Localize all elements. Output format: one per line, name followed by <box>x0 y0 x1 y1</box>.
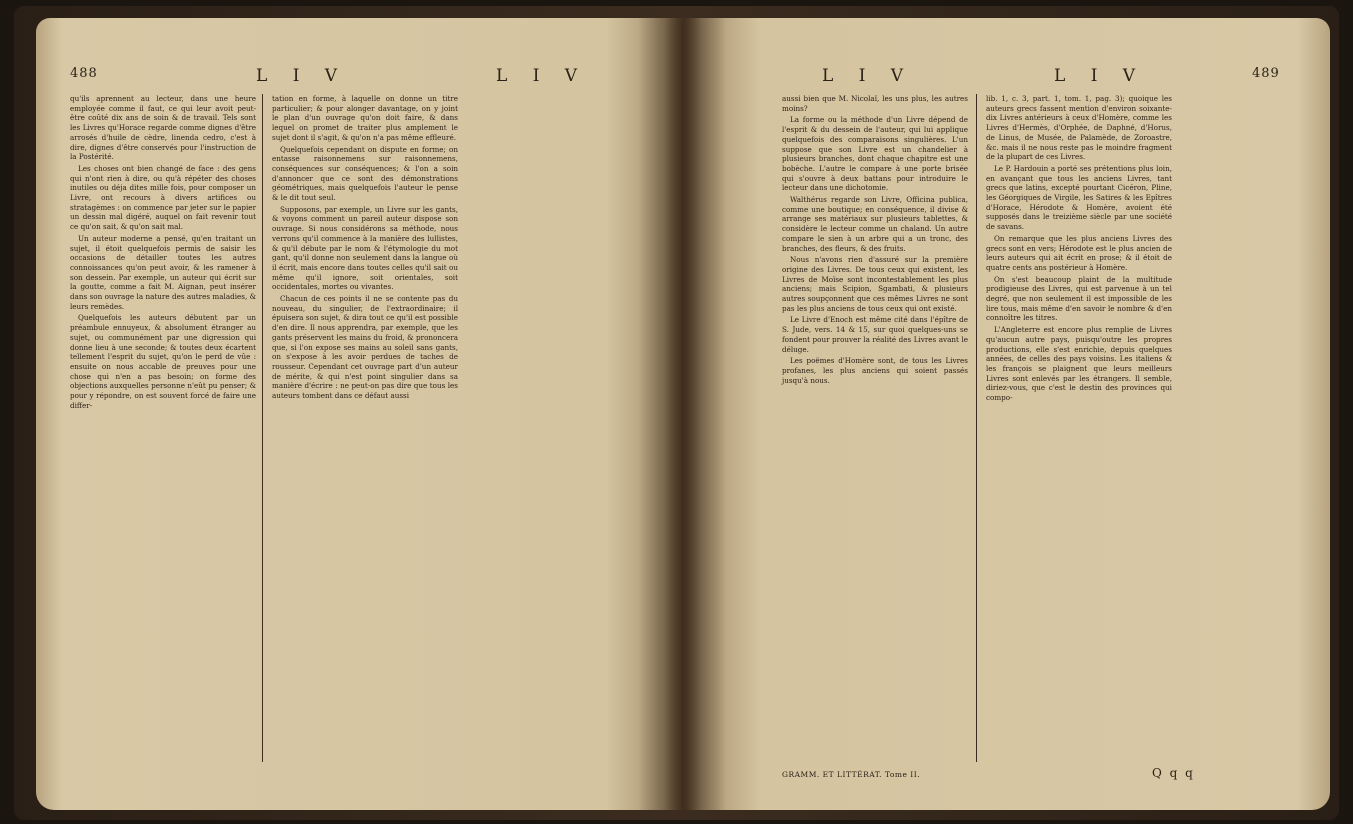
paragraph: Le Livre d'Enoch est même cité dans l'épître de S. Jude, vers. 14 & 15, sur quoi quelques-uns se fondent pour prouver la réalité des Livres avant le déluge. <box>782 315 968 354</box>
page-number: 489 <box>1252 66 1280 81</box>
paragraph: qu'ils aprennent au lecteur, dans une heure employée comme il faut, ce qui leur avoit peut-être coûté dix ans de soin & de travail. Tels sont les Livres qu'Horace regarde comme dignes d'être arrosés d'huile de cèdre, linenda cedro, c'est à dire, dignes d'être conservés pour l'instruction de la Postérité. <box>70 94 256 162</box>
column-rule <box>976 94 977 762</box>
paragraph: Quelquefois les auteurs débutent par un préambule ennuyeux, & absolument étranger au sujet, ou communément par une digression qui donne lieu à une seconde; & toutes deux écartent tellement l'esprit du sujet, qu'on le perd de vûe : ensuite on nous accable de preuves pour une chose qui n'en a pas besoin; on forme des objections auxquelles personne n'eût pu penser; & pour y répondre, on est souvent forcé de faire une differ- <box>70 313 256 410</box>
paragraph: La forme ou la méthode d'un Livre dépend de l'esprit & du dessein de l'auteur, qui lui applique quelquefois des comparaisons singulières. L'un suppose que son Livre est un chandelier à plusieurs branches, dont chaque chapitre est une bobèche. L'autre le compare à une porte brisée qui s'ouvre à deux battans pour introduire le lecteur dans une dichotomie. <box>782 115 968 193</box>
paragraph: Quelquefois cependant on dispute en forme; on entasse raisonnemens sur raisonnemens, conséquences sur conséquences; & l'on a soin d'annoncer que ce sont des démonstrations géométriques, mais quelquefois l'auteur le pense & le dit tout seul. <box>272 144 458 203</box>
text-column-2 <box>986 94 1172 405</box>
text-column-1 <box>70 94 256 413</box>
paragraph: Supposons, par exemple, un Livre sur les gants, & voyons comment un pareil auteur dispose son ouvrage. Si nous considérons sa méthode, nous verrons qu'il commence à la manière des lullistes, & qu'il débute par le nom & l'étymologie du mot gant, qu'il donne non seulement dans la langue où il écrit, mais encore dans toutes celles qu'il sait ou même qu'il ignore, soit orientales, soit occidentales, mortes ou vivantes. <box>272 204 458 292</box>
headword: L I V <box>822 66 914 86</box>
page-footer: GRAMM. ET LITTÉRAT. Tome II. <box>782 770 921 779</box>
left-page <box>36 18 684 810</box>
paragraph: aussi bien que M. Nicolaï, les uns plus, les autres moins? <box>782 94 968 113</box>
paragraph: tation en forme, à laquelle on donne un titre particulier; & pour alonger davantage, on y joint le plan d'un ouvrage qu'on doit faire, & dans lequel on promet de traiter plus amplement le sujet dont il s'agit, & qu'on n'a pas même effleuré. <box>272 94 458 142</box>
running-head-right <box>682 66 1330 92</box>
paragraph: L'Angleterre est encore plus remplie de Livres qu'aucun autre pays, puisqu'outre les propres productions, elle s'est enrichie, depuis quelques années, de celles des pays voisins. Les italiens & les françois se plaignent que leurs meilleurs Livres sont enlevés par les étrangers. Il semble, diriez-vous, que c'est le destin des provinces qui compo- <box>986 325 1172 403</box>
headword: L I V <box>1054 66 1146 86</box>
paragraph: On s'est beaucoup plaint de la multitude prodigieuse des Livres, qui est parvenue à un tel degré, que non seulement il est impossible de les lire tous, mais même d'en savoir le nombre & d'en connoître les titres. <box>986 274 1172 323</box>
paragraph: lib. 1, c. 3, part. 1, tom. 1, pag. 3); quoique les auteurs grecs fassent mention d'environ soixante-dix Livres antérieurs à ceux d'Homère, comme les Livres d'Hermès, d'Orphée, de Daphné, d'Horus, de Linus, de Musée, de Palamède, de Zoroastre, &c. mais il ne nous reste pas le moindre fragment de la plupart de ces Livres. <box>986 94 1172 162</box>
paragraph: Le P. Hardouin a porté ses prétentions plus loin, en avançant que tous les anciens Livres, tant grecs que latins, excepté pourtant Cicéron, Pline, les Géorgiques de Virgile, les Satires & les Epîtres d'Horace, Hérodote & Homère, avoient été supposés dans le treizième siècle par une société de savans. <box>986 163 1172 232</box>
paragraph: Les choses ont bien changé de face : des gens qui n'ont rien à dire, ou qu'à répéter des choses inutiles ou déja dites mille fois, pour composer un Livre, ont recours à divers artifices ou stratagèmes : on commence par jeter sur le papier un dessin mal digéré, auquel on fait revenir tout ce qu'on sait, & qu'on sait mal. <box>70 163 256 232</box>
open-book <box>14 6 1339 820</box>
headword: L I V <box>256 66 348 86</box>
paragraph: Chacun de ces points il ne se contente pas du nouveau, du singulier, de l'extraordinaire; il épuisera son sujet, & dira tout ce qu'il est possible d'en dire. Il nous apprendra, par exemple, que les gants préservent les mains du froid, & prononcera que, si l'on expose ses mains au soleil sans gants, on s'expose à les avoir perdues de taches de rousseur. Cependant cet ouvrage part d'un auteur de mérite, & qui n'est point singulier dans sa manière d'écrire : ne peut-on pas dire que tous les auteurs tombent dans ce défaut aussi <box>272 294 458 401</box>
headword: L I V <box>496 66 588 86</box>
paragraph: On remarque que les plus anciens Livres des grecs sont en vers; Hérodote est le plus ancien de leurs auteurs qui ait écrit en prose; & il étoit de quatre cents ans postérieur à Homère. <box>986 233 1172 272</box>
text-column-1 <box>782 94 968 387</box>
column-rule <box>262 94 263 762</box>
signature-mark: Q q q <box>1152 766 1195 780</box>
page-number: 488 <box>70 66 98 81</box>
running-head-left <box>36 66 684 92</box>
paragraph: Un auteur moderne a pensé, qu'en traitant un sujet, il étoit quelquefois permis de saisir les occasions de détailler toutes les autres connoissances qu'on peut avoir, & les ramener à son dessein. Par exemple, un auteur qui écrit sur la goutte, comme a fait M. Aignan, peut insérer dans son ouvrage la nature des autres maladies, & leurs remèdes. <box>70 233 256 311</box>
text-column-2 <box>272 94 458 403</box>
paragraph: Les poëmes d'Homère sont, de tous les Livres profanes, les plus anciens qui soient passés jusqu'à nous. <box>782 356 968 385</box>
right-page <box>682 18 1330 810</box>
paragraph: Nous n'avons rien d'assuré sur la première origine des Livres. De tous ceux qui existent, les Livres de Moïse sont incontestablement les plus anciens; mais Scipion, Sgambati, & plusieurs autres soupçonnent que ces mêmes Livres ne sont pas les plus anciens de tous ceux qui ont existé. <box>782 255 968 313</box>
paragraph: Walthérus regarde son Livre, Officina publica, comme une boutique; en conséquence, il divise & arrange ses matériaux sur plusieurs tablettes, & considère le lecteur comme un chaland. Un autre compare le sien à un arbre qui a un tronc, des branches, des fleurs, & des fruits. <box>782 195 968 253</box>
